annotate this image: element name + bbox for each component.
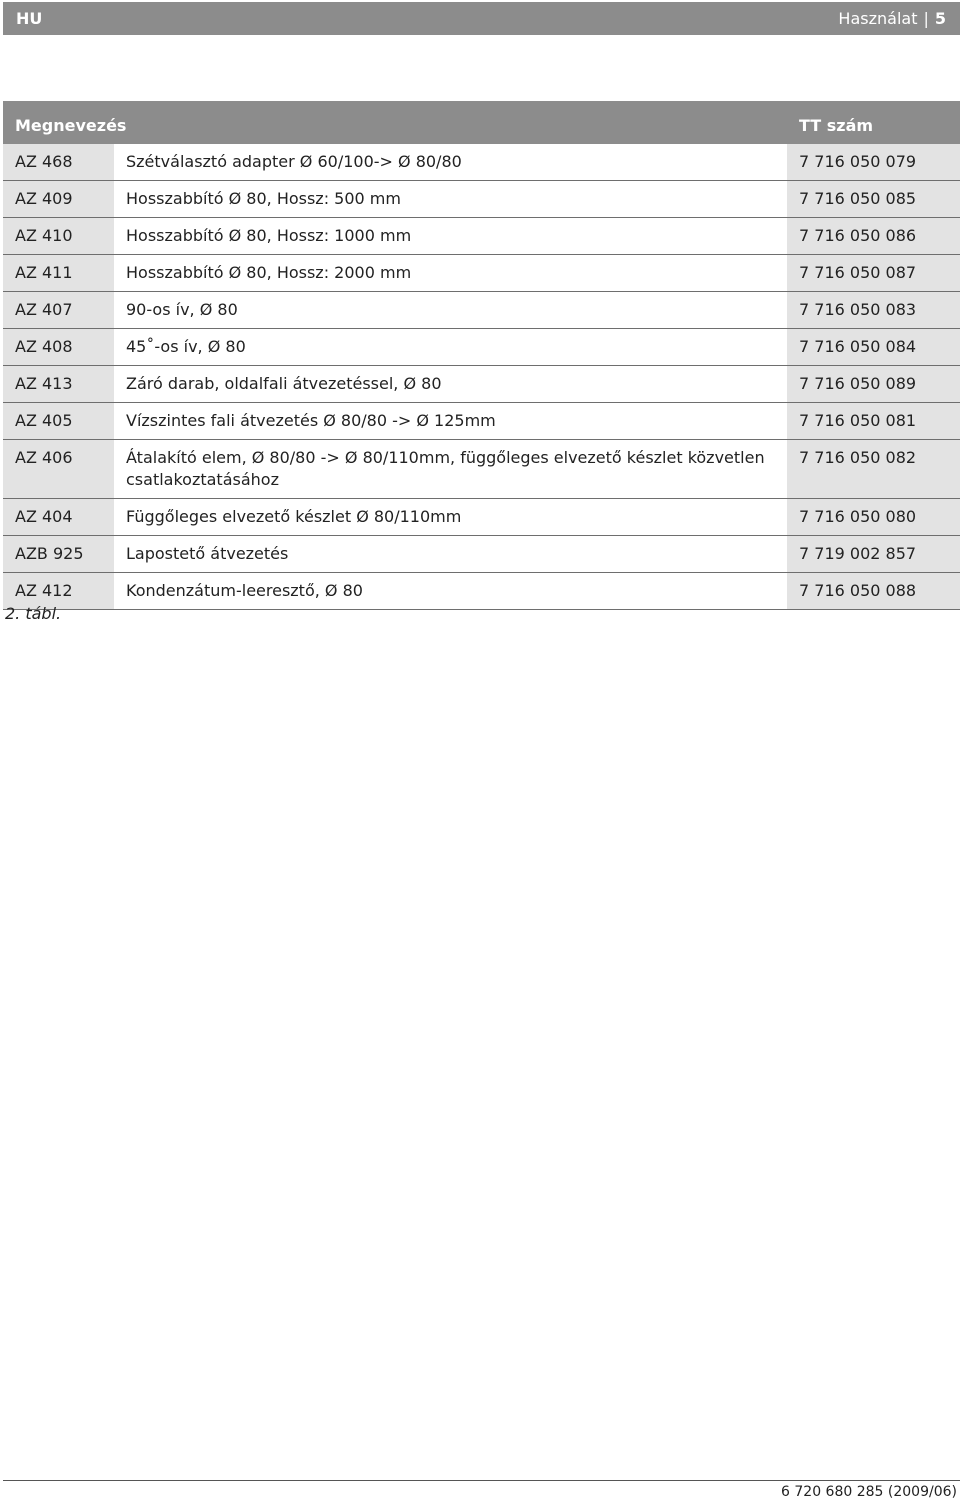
tt-number: 7 716 050 083 <box>787 292 960 329</box>
tt-number: 7 719 002 857 <box>787 536 960 573</box>
part-code: AZ 468 <box>3 144 114 181</box>
table-row <box>3 573 960 610</box>
part-description: Függőleges elvezető készlet Ø 80/110mm <box>114 499 787 536</box>
section-title: Használat <box>838 9 918 28</box>
page-header <box>3 2 960 35</box>
tt-number: 7 716 050 086 <box>787 218 960 255</box>
tt-number: 7 716 050 084 <box>787 329 960 366</box>
part-description: Szétválasztó adapter Ø 60/100-> Ø 80/80 <box>114 144 787 181</box>
part-description: Kondenzátum-leeresztő, Ø 80 <box>114 573 787 610</box>
parts-table <box>3 101 960 610</box>
part-code: AZ 411 <box>3 255 114 292</box>
tt-number: 7 716 050 079 <box>787 144 960 181</box>
part-code: AZ 408 <box>3 329 114 366</box>
header-right <box>838 9 946 28</box>
table-row <box>3 181 960 218</box>
tt-number: 7 716 050 080 <box>787 499 960 536</box>
part-description: Hosszabbító Ø 80, Hossz: 2000 mm <box>114 255 787 292</box>
part-code: AZ 412 <box>3 573 114 610</box>
page-number: 5 <box>934 9 946 28</box>
table-row <box>3 536 960 573</box>
table-row <box>3 366 960 403</box>
part-description: 45˚-os ív, Ø 80 <box>114 329 787 366</box>
part-code: AZ 405 <box>3 403 114 440</box>
part-code: AZ 407 <box>3 292 114 329</box>
tt-number: 7 716 050 085 <box>787 181 960 218</box>
language-code: HU <box>16 9 43 28</box>
table-row <box>3 440 960 499</box>
part-code: AZ 413 <box>3 366 114 403</box>
tt-number: 7 716 050 089 <box>787 366 960 403</box>
part-description: 90-os ív, Ø 80 <box>114 292 787 329</box>
column-header-tt-number: TT szám <box>787 101 960 144</box>
part-code: AZ 409 <box>3 181 114 218</box>
document-number: 6 720 680 285 (2009/06) <box>781 1484 957 1500</box>
tt-number: 7 716 050 081 <box>787 403 960 440</box>
part-code: AZB 925 <box>3 536 114 573</box>
table-row <box>3 255 960 292</box>
table-header-row <box>3 101 960 144</box>
part-description: Átalakító elem, Ø 80/80 -> Ø 80/110mm, függőleges elvezető készlet közvetlen csatlakoztatásához <box>114 440 787 499</box>
part-description: Lapostető átvezetés <box>114 536 787 573</box>
part-code: AZ 410 <box>3 218 114 255</box>
table-row <box>3 292 960 329</box>
table-row <box>3 499 960 536</box>
table-body <box>3 144 960 610</box>
tt-number: 7 716 050 088 <box>787 573 960 610</box>
part-description: Vízszintes fali átvezetés Ø 80/80 -> Ø 125mm <box>114 403 787 440</box>
part-code: AZ 404 <box>3 499 114 536</box>
table-row <box>3 218 960 255</box>
header-separator: | <box>923 9 929 28</box>
part-description: Záró darab, oldalfali átvezetéssel, Ø 80 <box>114 366 787 403</box>
part-description: Hosszabbító Ø 80, Hossz: 500 mm <box>114 181 787 218</box>
footer-divider <box>3 1480 960 1481</box>
table-row <box>3 403 960 440</box>
column-header-name: Megnevezés <box>3 101 114 144</box>
table-row <box>3 329 960 366</box>
table-row <box>3 144 960 181</box>
tt-number: 7 716 050 087 <box>787 255 960 292</box>
table-caption: 2. tábl. <box>5 604 62 623</box>
column-header-description <box>114 101 787 144</box>
part-description: Hosszabbító Ø 80, Hossz: 1000 mm <box>114 218 787 255</box>
tt-number: 7 716 050 082 <box>787 440 960 499</box>
part-code: AZ 406 <box>3 440 114 499</box>
